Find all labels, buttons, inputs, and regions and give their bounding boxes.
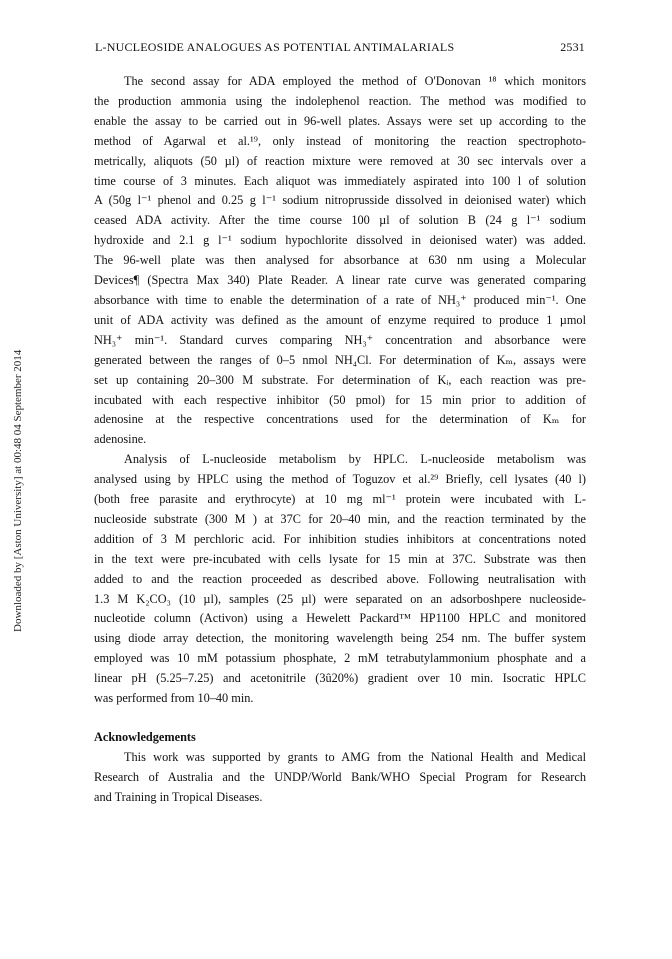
text-line: A (50g l⁻¹ phenol and 0.25 g l⁻¹ sodium nitroprusside dissolved in deionised water) which <box>94 193 586 208</box>
text-line: using diode array detection, the monitoring wavelength being 254 nm. The buffer system <box>94 631 586 646</box>
text-line: The second assay for ADA employed the method of O'Donovan ¹⁸ which monitors <box>124 74 586 88</box>
section-spacer <box>94 709 586 728</box>
text-line: (both free parasite and erythrocyte) at 10 mg ml⁻¹ protein were incubated with L- <box>94 492 586 507</box>
text-line: hydroxide and 2.1 g l⁻¹ sodium hypochlorite dissolved in deionised water) was added. <box>94 233 586 248</box>
text-line: ceased ADA activity. After the time course 100 µl of solution B (24 g l⁻¹ sodium <box>94 213 586 228</box>
text-line: employed was 10 mM potassium phosphate, 2 mM tetrabutylammonium phosphate and a <box>94 651 586 666</box>
text-line: linear pH (5.25–7.25) and acetonitrile (3û20%) gradient over 10 min. Isocratic HPLC <box>94 671 586 686</box>
text-line: metrically, aliquots (50 µl) of reaction mixture were removed at 30 sec intervals over a <box>94 153 586 168</box>
running-head-title: L-NUCLEOSIDE ANALOGUES AS POTENTIAL ANTIMALARIALS <box>95 40 455 54</box>
hplc-paragraph <box>94 450 586 709</box>
text-line: time course of 3 minutes. Each aliquot was immediately aspirated into 100 l of solution <box>94 173 586 188</box>
text-line: adenosine. <box>94 432 147 447</box>
acknowledgements-paragraph <box>94 748 586 808</box>
download-watermark: Downloaded by [Aston University] at 00:48 04 September 2014 <box>12 349 24 632</box>
text-line: enable the assay to be carried out in 96-well plates. Assays were set up according to the <box>94 113 586 128</box>
text-line: The 96-well plate was then analysed for absorbance at 630 nm using a Molecular <box>94 253 586 268</box>
acknowledgements-heading: Acknowledgements <box>94 730 196 744</box>
text-line: nucleotide column (Activon) using a Hewelett Packard™ HP1100 HPLC and monitored <box>94 611 586 626</box>
text-line: nucleoside substrate (300 M ) at 37C for 20–40 min, and the reaction terminated by the <box>94 511 586 526</box>
text-line: Research of Australia and the UNDP/World Bank/WHO Special Program for Research <box>94 769 586 784</box>
text-line: unit of ADA activity was defined as the amount of enzyme required to produce 1 µmol <box>94 312 586 327</box>
text-line: analysed using by HPLC using the method of Toguzov et al.²⁹ Briefly, cell lysates (40 l) <box>94 472 586 487</box>
text-line: absorbance with time to enable the determination of a rate of NH₃⁺ produced min⁻¹. One <box>94 292 586 307</box>
text-line: Devices¶ (Spectra Max 340) Plate Reader. A linear rate curve was generated comparing <box>94 273 586 288</box>
text-line: adenosine at the respective concentrations used for the determination of Kₘ for <box>94 412 586 427</box>
text-line: added to and the reaction proceeded as described above. Following neutralisation with <box>94 571 586 586</box>
page-number: 2531 <box>560 40 585 54</box>
text-line: generated between the ranges of 0–5 nmol NH₄Cl. For determination of Kₘ, assays were <box>94 352 586 367</box>
text-line: was performed from 10–40 min. <box>94 691 254 706</box>
ada-paragraph <box>94 72 586 450</box>
text-line: Analysis of L-nucleoside metabolism by HPLC. L-nucleoside metabolism was <box>124 452 586 467</box>
body-text <box>94 72 586 808</box>
text-line: and Training in Tropical Diseases. <box>94 789 263 804</box>
text-line: the production ammonia using the indolephenol reaction. The method was modified to <box>94 93 586 108</box>
text-line: set up containing 20–300 M substrate. For determination of Kᵢ, each reaction was pre- <box>94 372 586 387</box>
text-line: method of Agarwal et al.¹⁹, only instead of monitoring the reaction spectrophoto- <box>94 133 586 148</box>
text-line: This work was supported by grants to AMG from the National Health and Medical <box>124 749 586 764</box>
text-line: incubated with each respective inhibitor (50 pmol) for 15 min prior to addition of <box>94 392 586 407</box>
text-line: 1.3 M K₂CO₃ (10 µl), samples (25 µl) were separated on an adsorboshpere nucleoside- <box>94 591 586 606</box>
text-line: NH₃⁺ min⁻¹. Standard curves comparing NH₃⁺ concentration and absorbance were <box>94 332 586 347</box>
text-line: in the text were pre-incubated with cells lysate for 15 min at 37C. Substrate was then <box>94 551 586 566</box>
text-line: addition of 3 M perchloric acid. For inhibition studies inhibitors at concentrations noted <box>94 531 586 546</box>
